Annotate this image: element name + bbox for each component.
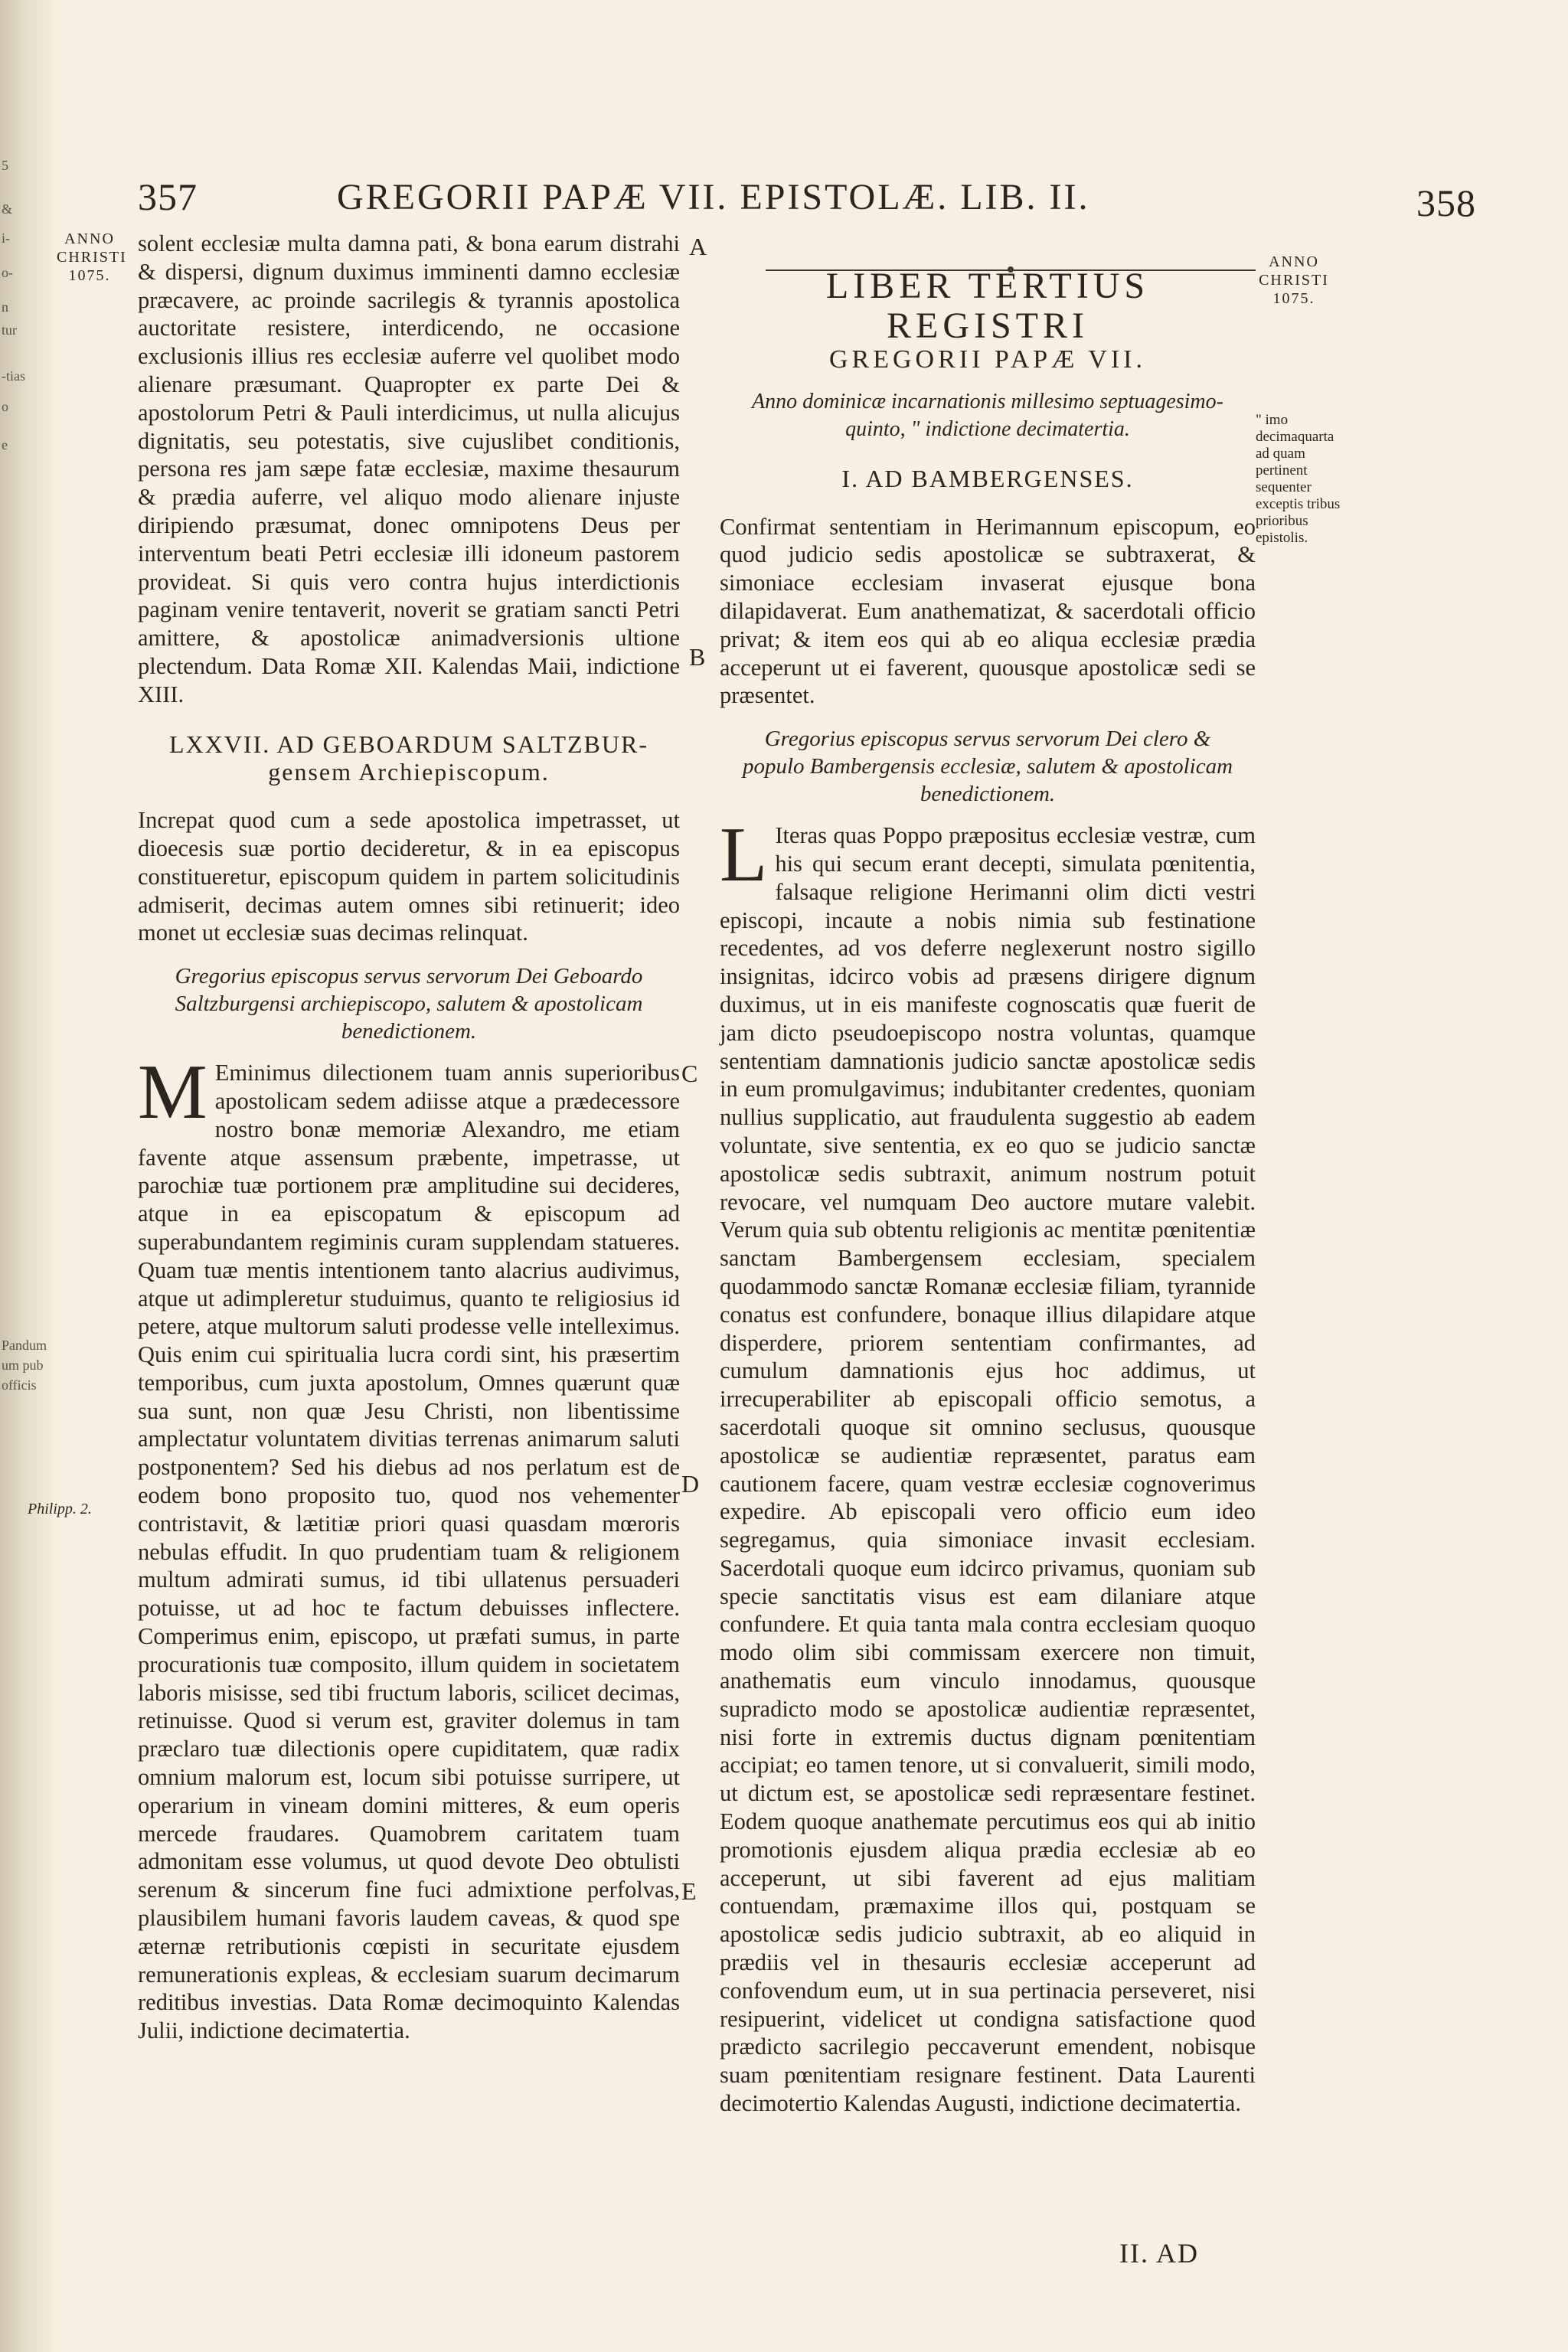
year-anno: ANNO: [1269, 253, 1319, 270]
letter-heading-line: LXXVII. AD GEBOARDUM SALTZBUR-: [169, 730, 648, 758]
continued-letter-text: solent ecclesiæ multa damna pati, & bona earum distrahi & dispersi, dignum duximus imminenti damno ecclesiæ præcavere, ac proinde sacrilegis & tyrannis apostolica auctoritate resistere, interdicendo, ne occasione exclusionis illius res ecclesiæ auferre vel quolibet modo alienare præsumant. Quapropter ex parte Dei & apostolorum Petri & Pauli interdicimus, ut nulla alicujus dignitatis, seu potestatis, sive cujuslibet conditionis, persona res jam sæpe fatæ ecclesiæ, maxime thesaurum & prædia auferre, vel aliquo modo alienare injuste diripiendo præsumat, donec omnipotens Deus per interventum beati Petri ecclesiæ illi idoneum pastorem provideat. Si quis vero contra hujus interdictionis paginam venire tentaverit, noverit se gratiam sancti Petri amittere, & apostolicæ animadversionis ultione plectendum. Data Romæ XII. Kalendas Maii, indictione XIII.: [138, 230, 680, 707]
gutter-fragment: o-: [2, 265, 13, 280]
letter-heading: [138, 730, 680, 787]
letter-summary: Increpat quod cum a sede apostolica impetrasset, ut dioecesis suæ portio decideretur, & in ea episcopus constitueretur, episcopum quidem in partem solicitudinis admiserit, decimas autem omnes sibi retinuerit; ideo monet ut ecclesiæ suas decimas relinquat.: [138, 807, 680, 946]
catchword: II. AD: [1119, 2238, 1199, 2269]
left-year-note: [57, 230, 127, 285]
year-anno: ANNO: [64, 230, 115, 247]
margin-letter-e: E: [681, 1877, 697, 1905]
margin-letter-d: D: [681, 1470, 700, 1498]
gutter-fragment: i-: [2, 230, 10, 246]
running-head: GREGORII PAPÆ VII. EPISTOLÆ. LIB. II.: [337, 177, 1090, 217]
letter-body: [720, 812, 1256, 2118]
letter-salutation: Gregorius episcopus servus servorum Dei clero & populo Bambergensis ecclesiæ, salutem & apostolicam benedictionem.: [742, 727, 1233, 807]
left-margin-citation: Philipp. 2.: [28, 1501, 92, 1517]
gutter-fragment: -tias: [2, 368, 25, 384]
letter-body: [138, 1049, 680, 2045]
gutter-fragment: Pandum: [2, 1338, 47, 1353]
book-title: LIBER TERTIUS REGISTRI: [825, 266, 1150, 346]
right-margin-note: " imo decimaquarta ad quam pertinent sequenter exceptis tribus prioribus epistolis.: [1256, 412, 1341, 546]
right-year-note: [1256, 253, 1332, 308]
drop-cap-initial: M: [138, 1049, 207, 1136]
letter-body-text: Eminimus dilectionem tuam annis superioribus apostolicam sedem adiisse atque a prædecessore nostro bonæ memoriæ Alexandro, me etiam favente atque assensum præbente, impetrasse, ut parochiæ tuæ portionem præ amplitudine sui decideres, atque in ea episcopatum & episcopum ad superabundantem regiminis curam supplendam statueres. Quam tuæ mentis intentionem tanto alacrius audivimus, atque ut adimpleretur studuimus, quanto te religiosius id petere, atque multorum saluti prodesse velle intelleximus. Quis enim cui spiritualia lucra cordi sint, his præsertim temporibus, cum juxta apostolum, Omnes quærunt quæ sua sunt, non quæ Jesu Christi, non libentissime amplectatur voluntatem divitias terrenas animarum saluti postponentem? Sed his diebus ad nos perlatum est de eodem bono proposito tuo, quod nos vehementer contristavit, & lætitiæ priori quasi quasdam mœroris nebulas effudit. In quo prudentiam tuam & religionem multum admirati sumus, id tibi ullatenus persuaderi potuisse, ut ad hoc te factum debuisses inflectere. Comperimus enim, episcopo, ut præfati sumus, in parte procurationis tuæ composito, illum quidem in societatem laboris misisse, sed tibi fructum laboris, scilicet decimas, retinuisse. Quod si verum est, graviter dolemus in tam præclaro tuæ dilectionis opere cupiditatem, quæ radix omnium malorum est, locum sibi potuisse surripere, ut operarium in vineam domini mitteres, & eum operis mercede fraudares. Quamobrem caritatem tuam admonitam esse volumus, ut quod devote Deo obtulisti serenum & sincerum fine fuci admixtione perfolvas, plausibilem humani favoris laudem caveas, & quod spe æternæ retributionis cœpisti in securitate ejusdem remunerationis expleas, & ecclesiam suarum decimarum reditibus investias. Data Romæ decimoquinto Kalendas Julii, indictione decimatertia.: [138, 1060, 680, 2044]
year-christi: CHRISTI: [57, 249, 127, 266]
left-column: [138, 230, 680, 2045]
book-gutter: [0, 0, 54, 2352]
book-subtitle: GREGORII PAPÆ VII.: [829, 345, 1146, 374]
letter-salutation: Gregorius episcopus servus servorum Dei Geboardo Saltzburgensi archiepiscopo, salutem & apostolicam benedictionem.: [175, 964, 643, 1044]
right-page-number: 358: [1416, 181, 1476, 224]
margin-letter-a: A: [689, 233, 707, 260]
drop-cap-initial: L: [720, 812, 768, 899]
year-christi: CHRISTI: [1259, 272, 1329, 289]
gutter-fragment: &: [2, 201, 13, 217]
gutter-fragment: o: [2, 399, 8, 414]
book-dateline: Anno dominicæ incarnationis millesimo septuagesimo-quinto, " indictione decimatertia.: [752, 389, 1223, 441]
year-number: 1075.: [68, 267, 111, 284]
letter-heading-line: gensem Archiepiscopum.: [268, 758, 550, 786]
letter-heading: I. AD BAMBERGENSES.: [841, 464, 1134, 492]
margin-letter-c: C: [681, 1060, 698, 1087]
page-header: [115, 175, 1476, 228]
gutter-fragment: 5: [2, 158, 8, 173]
letter-body-text: Iteras quas Poppo præpositus ecclesiæ vestræ, cum his qui secum erant decepti, simulata pœnitentia, falsaque religione Herimanni olim dicti vestri episcopi, incaute a nobis nimia sub festinatione recedentes, ad vos deferre neglexerunt nostro sigillo insignitas, idcirco vobis ad præsens dirigere dignum duximus, ut in eis manifeste cognoscatis quæ fuerit de jam dicto pseudoepiscopo nostra voluntas, quamque sententiam damnationis judicio sanctæ apostolicæ sedis in eum promulgavimus; indubitanter credentes, quoniam nullius supplicatio, aut fraudulenta suggestio ab eadem voluntate, sive sententia, ex eo quo se judicio sanctæ apostolicæ sedis subtraxit, animum nostrum potuit revocare, vel numquam Deo auctore mutare valebit. Verum quia sub obtentu religionis ac mentitæ pœnitentiæ sanctam Bambergensem ecclesiam, specialem quodammodo sanctæ Romanæ ecclesiæ filiam, tyrannide conatus est confundere, bonaque illius dilapidare atque disperdere, priorem sententiam confirmantes, ad cumulum damnationis ejus hoc addimus, ut irrecuperabiliter ab episcopali officio semotus, a sacerdotali quoque sit omnino seclusus, quousque apostolicæ se audientiæ repræsentet, paratus eam cautionem facere, quam vestræ ecclesiæ cognoverimus expedire. Ab episcopali vero officio eum ideo segregamus, quia simoniace invasit ecclesiam. Sacerdotali quoque eum idcirco privamus, quoniam sub specie sanctitatis visus est eam dilaniare atque confundere. Et quia tanta mala contra ecclesiam quoquo modo olim sibi commissam exercere non timuit, anathematis eum vinculo innodamus, quousque supradicto modo se apostolicæ audientiæ repræsentet, nisi forte in extremis ductus dignam pœnitentiam accipiat; eo tamen tenore, ut si convaluerit, simili modo, ut dictum est, se apostolicæ sedi repræsentare festinet. Eodem quoque anathemate percutimus eos qui ab initio promotionis ejusdem aliqua prædia ecclesiæ ab eo acceperunt, ut sibi faverent ad ejus malitiam contuendam, præmaxime illos qui, postquam se apostolicæ sedis judicio subtraxit, ab eo aliquid in prædiis vel in thesauris ecclesiæ acceperunt ad confovendum eum, ut in sua pertinacia perseveret, nisi resipuerint, videlicet ut condigna satisfactione quod prædicto sacrilegio peccaverunt emendent, nobisque suam pœnitentiam resignare festinent. Data Laurenti decimotertio Kalendas Augusti, indictione decimatertia.: [720, 822, 1256, 2117]
margin-letter-b: B: [689, 643, 706, 671]
gutter-fragment: n: [2, 299, 8, 315]
letter-summary: Confirmat sententiam in Herimannum episcopum, eo quod judicio sedis apostolicæ se subtraxerat, & simoniace ecclesiam invaserat ejusque bona dilapidaverat. Eum anathematizat, & sacerdotali officio privat; & item eos qui ab eo aliqua ecclesiæ prædia acceperunt ut ei faverent, quousque apostolicæ sedi se præsentet.: [720, 513, 1256, 709]
year-number: 1075.: [1272, 290, 1315, 307]
gutter-fragment: um pub: [2, 1357, 44, 1373]
left-page-number: 357: [138, 175, 198, 218]
gutter-fragment: officis: [2, 1377, 37, 1393]
gutter-fragment: tur: [2, 322, 17, 338]
right-column: [720, 266, 1256, 2118]
gutter-fragment: e: [2, 437, 8, 452]
